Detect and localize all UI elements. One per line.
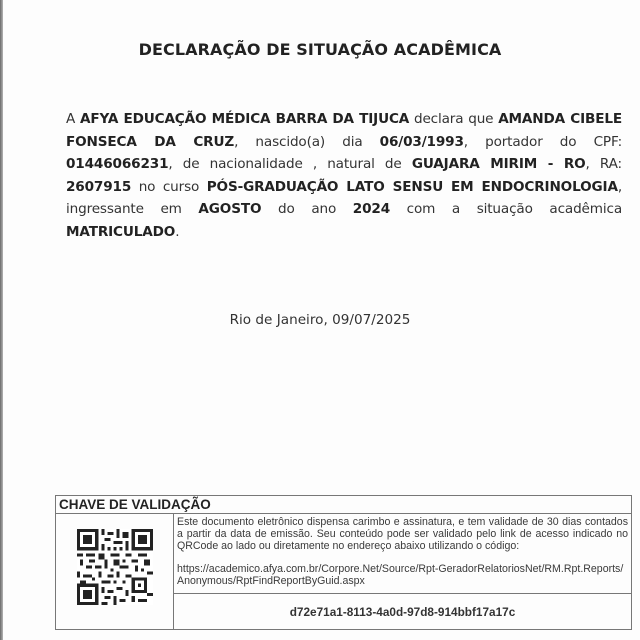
validation-info-cell [174, 513, 631, 594]
birthplace: GUAJARA MIRIM - RO [411, 156, 586, 173]
text: , portador do CPF: [463, 133, 622, 150]
city-date: Rio de Janeiro, 09/07/2025 [229, 312, 411, 328]
text: , RA: [585, 156, 622, 173]
validation-url-link[interactable]: https://academico.afya.com.br/Corpore.Net/Source/Rpt-GeradorRelatoriosNet/RM.Rpt.Reports/Anonymous/RptFindReportByGuid.aspx [177, 562, 624, 587]
institution-name: AFYA EDUCAÇÃO MÉDICA BARRA DA TIJUCA [79, 111, 410, 127]
cpf-number: 01446066231 [66, 156, 169, 173]
text: declara que [409, 111, 499, 127]
ra-number: 2607915 [66, 178, 132, 195]
text: A [66, 111, 80, 127]
text: com a situação acadêmica [390, 201, 622, 218]
course-name: PÓS-GRADUAÇÃO LATO SENSU EM ENDOCRINOLOGIA [206, 178, 618, 195]
qr-code-icon[interactable] [77, 527, 153, 607]
declaration-paragraph [66, 108, 622, 244]
validation-code: d72e71a1-8113-4a0d-97d8-914bbf17a17c [289, 605, 516, 619]
validation-table [55, 495, 632, 630]
qr-cell [56, 513, 174, 629]
text: no curso [131, 178, 207, 195]
academic-status: MATRICULADO [66, 223, 176, 240]
text: , de nacionalidade , natural de [168, 156, 412, 173]
entry-month: AGOSTO [198, 201, 262, 218]
birth-date: 06/03/1993 [379, 133, 464, 150]
validation-header: CHAVE DE VALIDAÇÃO [56, 496, 631, 514]
text: , ingressante em [66, 178, 622, 218]
document-title: DECLARAÇÃO DE SITUAÇÃO ACADÊMICA [138, 40, 502, 59]
text: , nascido(a) dia [234, 133, 380, 150]
text: . [175, 223, 180, 240]
student-name: AMANDA CIBELE FONSECA DA CRUZ [66, 111, 622, 150]
entry-year: 2024 [352, 201, 391, 218]
text: do ano [261, 201, 353, 218]
validation-info-text: Este documento eletrônico dispensa carimbo e assinatura, e tem validade de 30 dias contados a partir da data de emissão. Seu conteúdo pode ser validado pelo link de acesso indicado no QRCode ao lado ou diretamente no endereço abaixo utilizando o código: [177, 516, 628, 553]
